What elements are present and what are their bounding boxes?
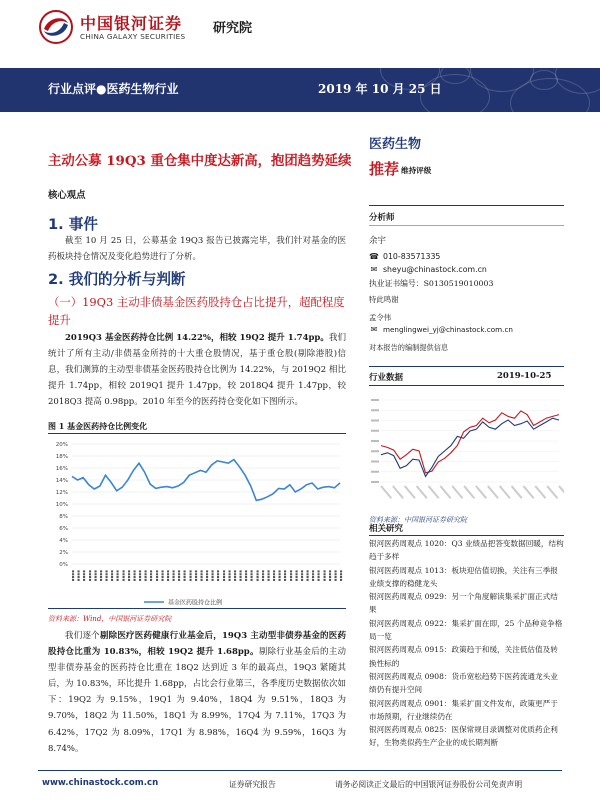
y-tick-mark	[371, 450, 379, 452]
industry-data-date: 2019-10-25	[497, 371, 552, 381]
y-tick-label: 18%	[55, 454, 68, 460]
x-tick-mark: ▪▪▪▪	[149, 570, 155, 582]
x-tick-mark	[546, 485, 558, 499]
analyst-email[interactable]: sheyu@chinastock.com.cn	[383, 265, 487, 274]
x-tick-mark: ▪▪▪▪	[126, 570, 132, 582]
x-tick-mark	[440, 485, 452, 499]
phone-icon: ☎	[369, 252, 379, 261]
x-tick-mark: ▪▪▪▪	[193, 570, 199, 582]
x-tick-mark: ▪▪▪▪	[260, 570, 266, 582]
x-tick-mark	[416, 485, 428, 499]
x-tick-mark: ▪▪▪▪	[171, 570, 177, 582]
industry-data-heading: 行业数据	[369, 373, 404, 383]
x-tick-mark	[404, 485, 416, 499]
analyst-phone: 010-83571335	[383, 252, 441, 261]
analysis-paragraph-2-intro: 我们逐个	[65, 631, 100, 641]
footer-rule	[38, 770, 562, 771]
x-tick-mark: ▪▪▪▪	[311, 570, 317, 582]
x-tick-mark: ▪▪▪▪	[221, 570, 227, 582]
x-tick-mark: ▪▪▪▪	[110, 570, 116, 582]
analysis-paragraph-2-highlight: 剔除医疗医药健康行业基金后，19Q3 主动型非债券基金的医药股持仓比重为 10.83%，相较 19Q2 提升 1.68pp。	[48, 631, 346, 658]
x-tick-mark: ▪▪▪▪	[165, 570, 171, 582]
y-tick-mark	[371, 420, 379, 422]
y-tick-label: 0%	[59, 562, 68, 568]
x-tick-mark: ▪▪▪▪	[299, 570, 305, 582]
section-2-title: 2. 我们的分析与判断	[48, 271, 186, 288]
acknowledgement-note: 对本报告的编制提供信息	[369, 343, 449, 352]
industry-chart-source: 资料来源：中国银河证券研究院	[369, 516, 467, 524]
report-date: 2019 年 10 月 25 日	[318, 82, 442, 96]
sidebar-rule	[369, 385, 564, 386]
x-tick-mark: ▪▪▪▪	[288, 570, 294, 582]
analysis-paragraph-1-body: 我们统计了所有主动/非债基金所持的十大重仓股情况，基于重仓股(剔除港股)信息，我们测算的主动型非债基金医药股持仓比例为 14.22%，与 2019Q2 相比提升 1.74pp，相较 2019Q1 提升 1.47pp，较 2018Q4 提升 1.47pp，较 2018Q3 提高 0.98pp。2010 年至今的医药持仓变化如下图所示。	[48, 333, 346, 408]
section-1-title: 1. 事件	[48, 216, 98, 233]
analyst-phone-row	[369, 252, 440, 261]
core-view-heading: 核心观点	[48, 190, 86, 201]
y-tick-label: 16%	[55, 466, 68, 472]
institute-label: 研究院	[213, 21, 253, 36]
x-tick-mark: ▪▪▪▪	[266, 570, 272, 582]
brand-name-en: CHINA GALAXY SECURITIES	[80, 32, 186, 41]
figure-1-title: 图 1 基金医药持仓比例变化	[48, 421, 148, 431]
x-tick-mark: ▪▪▪▪	[205, 570, 210, 582]
footer-disclaimer: 请务必阅读正文最后的中国银河证券股份公司免责声明	[335, 780, 523, 789]
x-tick-mark: ▪▪▪▪	[188, 570, 194, 582]
galaxy-logo-icon	[38, 9, 74, 45]
x-tick-mark: ▪▪▪▪	[71, 570, 76, 582]
x-tick-mark: ▪▪▪▪	[283, 570, 289, 582]
y-tick-mark	[371, 399, 379, 401]
analysis-paragraph-1	[48, 330, 346, 410]
analyst-license: 执业证书编号：S0130519010003	[369, 279, 494, 288]
related-item[interactable]: 银河医药周观点 0908：货币宽松趋势下医药流通龙头业绩仍有提升空间	[369, 671, 558, 695]
acknowledged-email-row	[369, 325, 513, 334]
y-tick-label: 12%	[55, 490, 68, 496]
email-icon: ✉	[370, 265, 378, 274]
industry-label: 医药生物	[369, 137, 422, 152]
footer-url[interactable]: www.chinastock.com.cn	[42, 778, 159, 788]
legend-label: 基金医药股持仓比例	[168, 599, 223, 607]
x-tick-mark: ▪▪▪▪	[87, 570, 93, 582]
x-tick-mark: ▪▪▪▪	[272, 570, 277, 582]
figure-rule-top	[48, 433, 346, 434]
sidebar-rule	[369, 366, 564, 367]
x-tick-mark	[511, 485, 523, 499]
related-item[interactable]: 银河医药周观点 1020：Q3 业绩品把答变数据回暖，结构趋于多样	[369, 539, 564, 562]
x-tick-mark: ▪▪▪▪	[210, 570, 216, 582]
x-tick-mark: ▪▪▪▪	[277, 570, 283, 582]
x-tick-mark	[558, 485, 564, 499]
x-tick-mark: ▪▪▪▪	[216, 570, 222, 582]
x-tick-mark: ▪▪▪▪	[160, 570, 166, 582]
analyst-heading: 分析师	[369, 213, 395, 223]
x-tick-mark: ▪▪▪▪	[177, 570, 183, 582]
analysis-paragraph-1-lead: 2019Q3 基金医药持仓比例 14.22%，相较 19Q2 提升 1.74pp。	[65, 333, 329, 343]
x-tick-mark	[523, 485, 535, 499]
y-tick-label: 20%	[55, 442, 68, 448]
acknowledgement-label: 特此鸣谢	[369, 295, 399, 304]
brand-name-cn: 中国银河证券	[80, 14, 183, 33]
x-tick-mark: ▪▪▪▪	[154, 570, 160, 582]
report-title: 主动公募 19Q3 重仓集中度达新高，抱团趋势延续	[48, 153, 352, 169]
related-item[interactable]: 银河医药周观点 0915：政策趋于和缓，关注低估值及转换性标的	[369, 645, 558, 668]
y-tick-mark	[371, 409, 379, 411]
x-tick-mark: ▪▪▪▪	[339, 570, 344, 582]
x-tick-mark: ▪▪▪▪	[104, 570, 110, 582]
sidebar-rule	[369, 205, 564, 206]
x-tick-mark: ▪▪▪▪	[244, 570, 250, 582]
sidebar-rule	[369, 535, 564, 536]
x-tick-mark: ▪▪▪▪	[238, 570, 244, 582]
x-tick-mark	[535, 485, 547, 499]
x-tick-mark	[475, 485, 487, 499]
analysis-paragraph-2-body: 剔除行业基金后的主动型非债券基金的医药持仓比重在 18Q2 达到近 3 年的最高点，19Q3 紧随其后，为 10.83%，环比提升 1.68pp，占比会行业第三，各季度历史数据依次如下：19Q2 为 9.15%，19Q1 为 9.40%，18Q4 为 9.51%，18Q3 为 9.70%，18Q2 为 11.50%，18Q1 为 8.99%，17Q4 为 7.11%，17Q3 为 6.42%，17Q2 为 8.09%，17Q1 为 8.98%，16Q4 为 9.59%，16Q3 为 8.74%。	[48, 647, 346, 754]
y-tick-mark	[371, 471, 379, 473]
x-tick-mark: ▪▪▪▪	[93, 570, 99, 582]
section-1-paragraph: 截至 10 月 25 日，公募基金 19Q3 报告已披露完毕，我们针对基金的医药板块持仓情况及变化趋势进行了分析。	[48, 236, 346, 263]
related-item[interactable]: 银河医药周观点 0922：集采扩面在即，25 个品种竞争格局一览	[369, 618, 563, 642]
x-tick-mark: ▪▪▪▪	[316, 570, 322, 582]
acknowledged-person: 孟令伟	[369, 313, 392, 322]
y-tick-mark	[371, 440, 379, 442]
y-tick-label: 14%	[55, 478, 68, 484]
y-tick-mark	[371, 481, 379, 483]
x-tick-mark: ▪▪▪▪	[255, 570, 261, 582]
related-research-list	[369, 537, 564, 750]
acknowledged-email[interactable]: menglingwei_yj@chinastock.com.cn	[383, 325, 513, 334]
x-tick-mark: ▪▪▪▪	[249, 570, 255, 582]
chart-legend	[144, 599, 222, 607]
industry-index-chart	[369, 394, 564, 509]
x-tick-mark: ▪▪▪▪	[143, 570, 149, 582]
x-tick-mark	[499, 485, 511, 499]
x-tick-mark: ▪▪▪▪	[333, 570, 339, 582]
x-tick-mark: ▪▪▪▪	[199, 570, 205, 582]
x-tick-mark: ▪▪▪▪	[82, 570, 88, 582]
sidebar-rule	[369, 225, 564, 226]
fund-pharma-holding-chart	[48, 436, 346, 608]
x-tick-mark	[487, 485, 499, 499]
y-tick-label: 6%	[59, 526, 68, 532]
rating-status: 维持评级	[401, 166, 432, 175]
recommendation: 推荐	[369, 160, 400, 178]
footer-report-type: 证券研究报告	[229, 780, 276, 789]
x-tick-mark: ▪▪▪▪	[132, 570, 138, 582]
related-research-heading: 相关研究	[369, 524, 404, 534]
email-icon: ✉	[370, 325, 378, 334]
y-tick-label: 2%	[59, 550, 68, 556]
x-tick-mark	[451, 485, 463, 499]
x-tick-mark: ▪▪▪▪	[305, 570, 311, 582]
x-tick-mark: ▪▪▪▪	[98, 570, 104, 582]
related-item[interactable]: 银河医药周观点 0825：医保常规目录调整对优质药企利好，生物类似药生产企业的成长期判断	[369, 725, 558, 748]
report-category: 行业点评●医药生物行业	[48, 82, 179, 96]
analyst-name: 余宇	[369, 236, 387, 246]
x-tick-mark: ▪▪▪▪	[121, 570, 127, 582]
related-item[interactable]: 银河医药周观点 0901：集采扩面文件发布，政策更严于市场预期，行业继续仍在	[369, 698, 558, 721]
x-tick-mark: ▪▪▪▪	[322, 570, 328, 582]
x-tick-mark	[380, 485, 392, 499]
x-tick-mark: ▪▪▪▪	[227, 570, 233, 582]
x-tick-mark: ▪▪▪▪	[327, 570, 333, 582]
x-tick-mark	[428, 485, 440, 499]
figure-rule-bottom	[48, 608, 346, 609]
figure-source: 资料来源：Wind，中国银河证券研究院	[48, 615, 172, 623]
x-tick-mark: ▪▪▪▪	[182, 570, 188, 582]
analysis-paragraph-2	[48, 628, 346, 757]
y-tick-label: 8%	[59, 514, 68, 520]
x-tick-mark	[392, 485, 404, 499]
analyst-email-row	[369, 265, 487, 274]
y-tick-label: 4%	[59, 538, 68, 544]
y-tick-mark	[371, 461, 379, 463]
related-item[interactable]: 银河医药周观点 0929：另一个角度解读集采扩面正式结果	[369, 592, 558, 615]
x-tick-mark: ▪▪▪▪	[232, 570, 238, 582]
x-tick-mark: ▪▪▪▪	[138, 570, 143, 582]
x-tick-mark: ▪▪▪▪	[115, 570, 121, 582]
x-tick-mark	[463, 485, 475, 499]
x-tick-mark: ▪▪▪▪	[294, 570, 300, 582]
y-tick-label: 10%	[55, 502, 68, 508]
x-tick-mark: ▪▪▪▪	[76, 570, 82, 582]
y-tick-mark	[371, 430, 379, 432]
related-item[interactable]: 银河医药周观点 1013：板块迎估值切换，关注有三季报业绩支撑的稳健龙头	[369, 565, 558, 588]
subsection-1-title: （一）19Q3 主动非债基金医药股持仓占比提升，超配程度提升	[48, 295, 345, 327]
